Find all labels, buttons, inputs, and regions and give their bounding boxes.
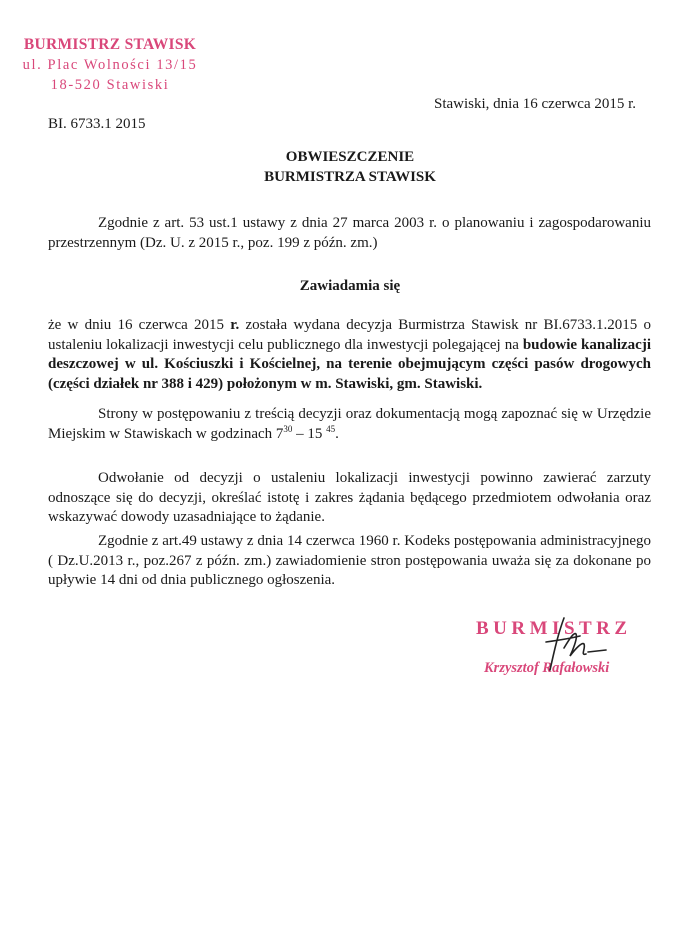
place-date: Stawiski, dnia 16 czerwca 2015 r.: [434, 96, 637, 112]
handwritten-signature: [520, 612, 620, 674]
decision-paragraph: [48, 316, 651, 394]
signature-name: Krzysztof Rafałowski: [484, 660, 610, 676]
parties-end: .: [335, 425, 339, 442]
stamp-postcode: 18-520 Stawiski: [50, 77, 170, 93]
stamp-title: BURMISTRZ STAWISK: [23, 36, 197, 53]
decision-text-1: że w dniu 16 czerwca 2015: [48, 317, 231, 333]
signature-title: BURMISTRZ: [476, 618, 632, 639]
document-title: OBWIESZCZENIE: [285, 149, 415, 165]
parties-paragraph: [48, 405, 651, 444]
reference-number: BI. 6733.1 2015: [48, 116, 146, 132]
announcement-heading: Zawiadamia się: [299, 278, 401, 294]
decision-text-2: została wydana decyzja Burmistrza Stawisk nr BI.6733.1.2015 o ustaleniu lokalizacji inwestycji celu publicznego dla inwestycji polegającej na: [48, 317, 651, 353]
appeal-paragraph: Odwołanie od decyzji o ustaleniu lokalizacji inwestycji powinno zawierać zarzuty odnoszące się do decyzji, określać istotę i zakres żądania będącego przedmiotem odwołania oraz wskazywać dowody uzasadniające to żądanie.: [48, 470, 651, 525]
official-stamp: [10, 34, 210, 95]
hours-dash: – 15: [292, 425, 327, 442]
notice-paragraph: Zgodnie z art.49 ustawy z dnia 14 czerwca 1960 r. Kodeks postępowania administracyjnego ( Dz.U.2013 r., poz.267 z późn. zm.) zawiadomienie stron postępowania uważa się za dokonane po upływie 14 dni od dnia publicznego ogłoszenia.: [48, 533, 651, 588]
stamp-address: ul. Plac Wolności 13/15: [22, 57, 198, 73]
document-subtitle: BURMISTRZA STAWISK: [264, 169, 436, 185]
decision-text-1-bold: r.: [230, 317, 240, 333]
intro-paragraph: Zgodnie z art. 53 ust.1 ustawy z dnia 27 marca 2003 r. o planowaniu i zagospodarowaniu przestrzennym (Dz. U. z 2015 r., poz. 199 z późn. zm.): [48, 215, 651, 251]
decision-text-2-bold: budowie kanalizacji deszczowej w ul. Kościuszki i Kościelnej, na terenie obejmującym części pasów drogowych (części działek nr 388 i 429) położonym w m. Stawiski, gm. Stawiski.: [48, 336, 652, 392]
parties-text: Strony w postępowaniu z treścią decyzji oraz dokumentacją mogą zapoznać się w Urzędzie Miejskim w Stawiskach w godzinach 7: [48, 406, 651, 442]
hours-start-minutes: 30: [283, 423, 293, 434]
hours-end-minutes: 45: [326, 423, 336, 434]
